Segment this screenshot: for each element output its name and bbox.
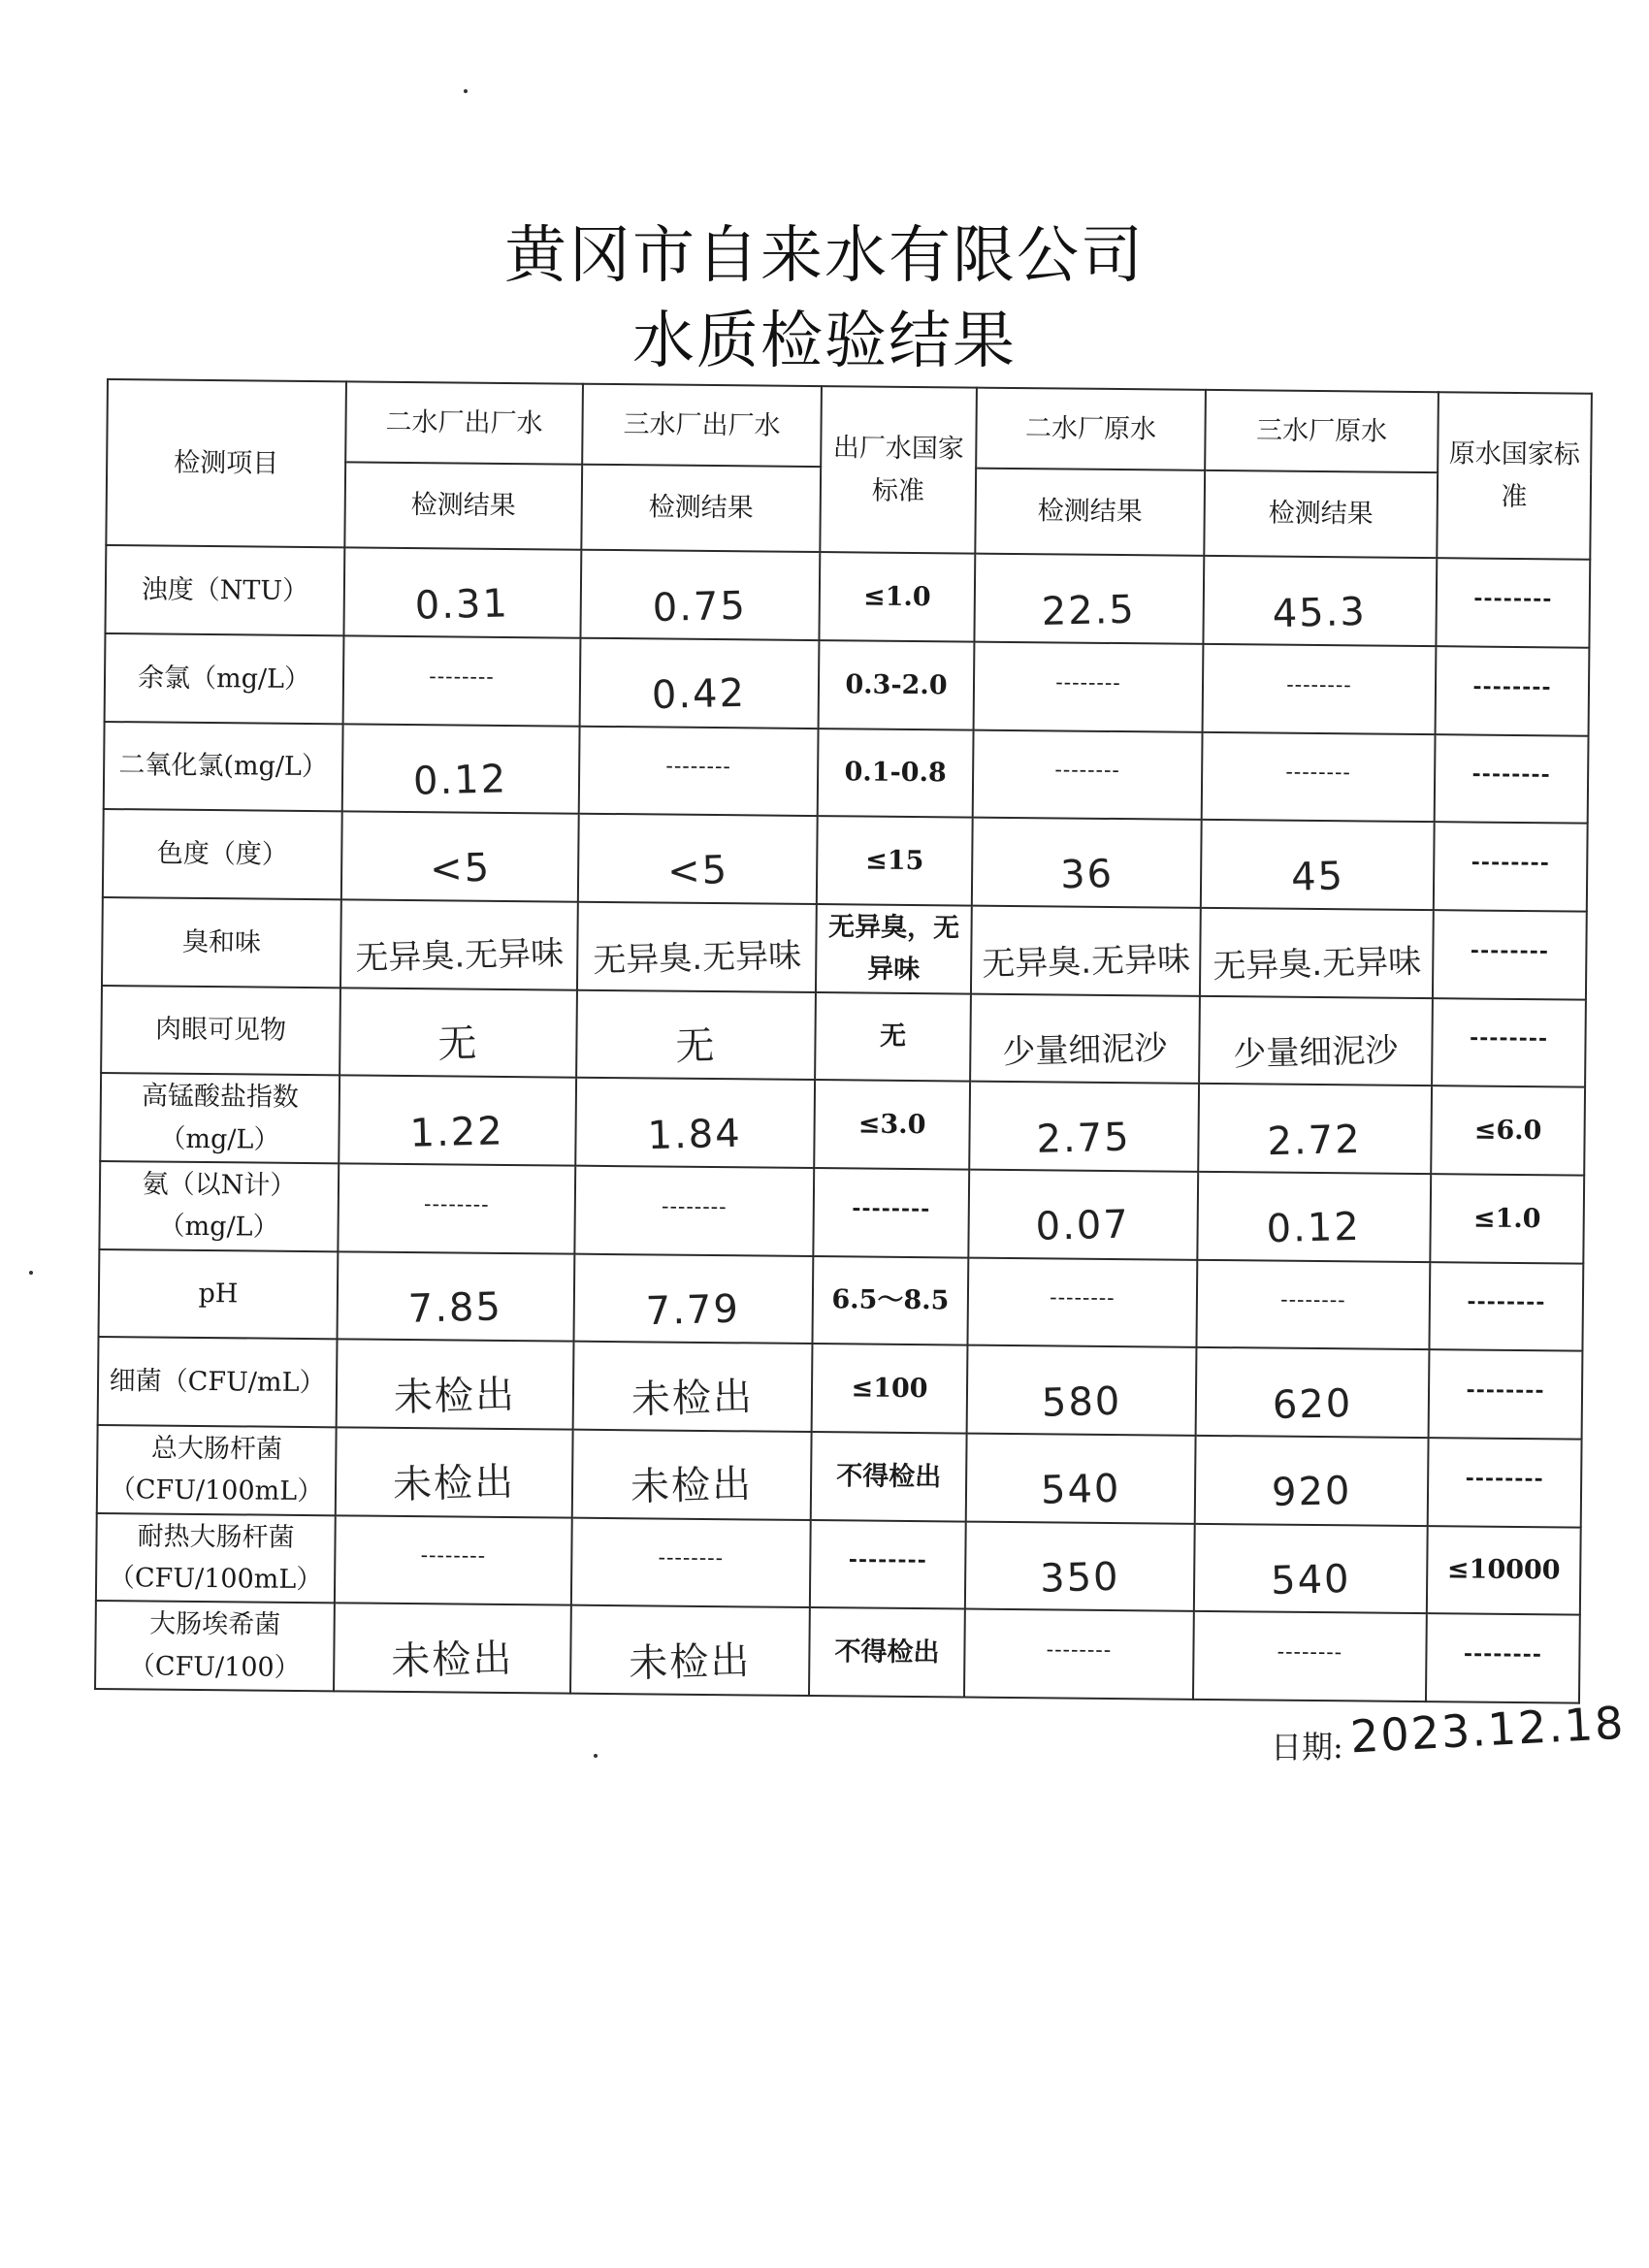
result-plant3-outlet — [580, 638, 820, 729]
result-plant2-raw-text: 无异臭.无异味 — [981, 940, 1191, 985]
document-title: 水质检验结果 — [632, 306, 1017, 377]
outlet-standard — [815, 992, 971, 1082]
raw-standard — [1428, 1438, 1582, 1527]
result-plant3-raw-text: 540 — [1270, 1556, 1351, 1604]
item-name — [101, 986, 340, 1076]
result-plant2-raw-text: -------- — [1046, 1637, 1113, 1664]
result-plant3-outlet — [578, 814, 818, 904]
result-plant2-outlet — [343, 548, 581, 638]
outlet-standard — [813, 1168, 969, 1257]
result-plant2-outlet-text: 无异臭.无异味 — [354, 933, 565, 979]
item-name — [103, 809, 342, 899]
outlet-standard-text: ≤15 — [865, 845, 924, 877]
result-plant3-outlet-text: -------- — [658, 1545, 725, 1571]
result-plant2-outlet — [343, 635, 581, 726]
raw-standard — [1434, 822, 1588, 911]
raw-standard — [1436, 558, 1590, 647]
result-plant3-outlet-text: 1.84 — [647, 1111, 743, 1158]
outlet-standard — [818, 729, 974, 818]
result-plant2-outlet — [341, 812, 579, 902]
result-plant3-raw-text: 无异臭.无异味 — [1212, 942, 1422, 987]
item-name-text: 色度（度） — [156, 838, 288, 870]
item-name-text: 二氧化氯(mg/L） — [118, 750, 329, 783]
outlet-standard-text: 无 — [879, 1021, 907, 1053]
result-plant2-raw-text: 0.07 — [1035, 1202, 1131, 1250]
outlet-standard-text: 0.1-0.8 — [844, 757, 947, 789]
result-plant3-outlet-text: 未检出 — [630, 1462, 754, 1510]
result-plant2-outlet-text: 7.85 — [407, 1284, 503, 1332]
result-plant2-raw — [970, 993, 1200, 1084]
result-plant3-raw-text: -------- — [1286, 672, 1352, 698]
sub-header-result: 检测结果 — [1204, 470, 1438, 558]
table-row — [99, 1161, 1584, 1263]
result-plant2-raw — [965, 1521, 1195, 1611]
item-name-text: 臭和味 — [181, 926, 262, 958]
outlet-standard-text: 0.3-2.0 — [845, 668, 948, 701]
result-plant3-raw — [1201, 820, 1435, 910]
result-plant2-raw — [964, 1609, 1194, 1700]
outlet-standard-text: 不得检出 — [834, 1636, 940, 1669]
result-plant3-outlet — [577, 902, 817, 992]
date-value: 2023.12.18 — [1348, 1696, 1627, 1764]
result-plant2-outlet — [334, 1604, 571, 1694]
raw-standard-text: -------- — [1469, 1024, 1549, 1052]
result-plant3-raw — [1197, 1172, 1431, 1262]
result-plant3-raw-text: 45 — [1290, 853, 1345, 900]
item-name-text: pH — [198, 1279, 239, 1310]
result-plant2-outlet-text: 未检出 — [390, 1636, 514, 1684]
table-row — [101, 986, 1586, 1087]
result-plant3-raw — [1202, 731, 1436, 822]
result-plant3-outlet-text: 无异臭.无异味 — [592, 936, 802, 981]
result-plant3-raw — [1203, 644, 1437, 734]
raw-standard-text: -------- — [1465, 1465, 1544, 1491]
result-plant3-raw — [1196, 1259, 1430, 1349]
result-plant2-outlet-text: -------- — [420, 1543, 487, 1570]
result-plant3-raw — [1194, 1523, 1428, 1613]
result-plant3-raw — [1199, 995, 1433, 1085]
result-plant2-raw — [972, 818, 1202, 908]
result-plant3-outlet-text: 0.75 — [652, 583, 748, 631]
raw-standard — [1431, 1085, 1585, 1175]
result-plant2-outlet — [342, 724, 580, 814]
result-plant2-outlet-text: <5 — [429, 845, 492, 891]
raw-standard-text: ≤6.0 — [1473, 1115, 1542, 1147]
sub-header-result: 检测结果 — [344, 462, 582, 550]
item-name-text: 氨（以N计）（mg/L） — [142, 1169, 297, 1244]
col-raw-standard: 原水国家标准 — [1437, 392, 1592, 560]
item-name-text: 总大肠杆菌（CFU/100mL） — [109, 1433, 324, 1507]
result-plant2-raw-text: 350 — [1039, 1554, 1120, 1602]
outlet-standard — [812, 1256, 968, 1345]
result-plant3-raw — [1196, 1347, 1430, 1438]
header-row-1 — [107, 379, 1592, 473]
result-plant2-raw — [969, 1082, 1199, 1172]
result-plant2-outlet-text: 未检出 — [393, 1372, 517, 1420]
result-plant3-outlet — [576, 989, 816, 1080]
result-plant3-outlet — [579, 726, 819, 816]
outlet-standard-text: 6.5～8.5 — [831, 1284, 950, 1316]
result-plant2-outlet — [340, 988, 577, 1078]
raw-standard — [1430, 1174, 1584, 1263]
result-plant2-outlet — [338, 1163, 575, 1253]
raw-standard — [1435, 734, 1589, 824]
result-plant2-raw — [968, 1170, 1198, 1260]
item-name — [99, 1161, 339, 1251]
item-name — [105, 633, 344, 724]
result-plant2-raw-text: 540 — [1040, 1466, 1121, 1514]
outlet-standard-text: -------- — [852, 1195, 931, 1221]
item-name-text: 细菌（CFU/mL） — [109, 1366, 326, 1399]
result-plant3-raw — [1203, 556, 1437, 646]
result-plant3-raw — [1200, 908, 1434, 998]
col-plant2-raw: 二水厂原水 — [976, 388, 1206, 470]
item-name-text: 大肠埃希菌（CFU/100） — [128, 1608, 301, 1683]
result-plant2-raw-text: 2.75 — [1036, 1115, 1132, 1162]
result-plant2-outlet — [337, 1340, 574, 1430]
raw-standard — [1427, 1526, 1581, 1615]
raw-standard — [1433, 910, 1587, 999]
scan-speck — [29, 1271, 33, 1275]
outlet-standard-text: ≤3.0 — [857, 1109, 926, 1141]
outlet-standard — [809, 1607, 965, 1697]
scan-speck — [594, 1754, 598, 1758]
outlet-standard-text: 无异臭，无异味 — [827, 912, 960, 986]
result-plant2-raw — [971, 906, 1201, 996]
result-plant3-raw-text: -------- — [1280, 1288, 1346, 1313]
table-row — [103, 809, 1588, 911]
raw-standard — [1429, 1262, 1583, 1351]
item-name-text: 耐热大肠杆菌（CFU/100mL） — [108, 1521, 323, 1596]
result-plant2-raw-text: 少量细泥沙 — [1001, 1028, 1168, 1072]
raw-standard — [1429, 1349, 1583, 1439]
raw-standard-text: -------- — [1472, 673, 1552, 699]
item-name — [96, 1513, 336, 1604]
result-plant3-outlet — [574, 1166, 814, 1256]
result-plant2-outlet — [338, 1251, 575, 1342]
result-plant2-outlet — [340, 899, 578, 989]
item-name-text: 浊度（NTU） — [141, 574, 309, 607]
date-label: 日期: — [1271, 1729, 1343, 1766]
result-plant3-outlet — [573, 1342, 813, 1432]
result-plant3-raw-text: 920 — [1271, 1469, 1352, 1516]
company-name: 黄冈市自来水有限公司 — [504, 220, 1145, 292]
item-header: 检测项目 — [106, 379, 346, 548]
result-plant2-outlet-text: 1.22 — [409, 1108, 505, 1156]
result-plant3-outlet-text: -------- — [665, 754, 732, 780]
raw-standard-text: ≤10000 — [1446, 1554, 1561, 1586]
col-plant2-outlet: 二水厂出厂水 — [345, 381, 583, 464]
raw-standard — [1432, 998, 1586, 1087]
table-row — [98, 1337, 1583, 1439]
result-plant3-outlet-text: 未检出 — [628, 1637, 752, 1687]
result-plant2-raw-text: 36 — [1059, 851, 1115, 898]
result-plant3-outlet — [575, 1078, 815, 1168]
item-name — [95, 1601, 335, 1691]
item-name-text: 高锰酸盐指数（mg/L） — [141, 1081, 300, 1155]
raw-standard-text: -------- — [1471, 849, 1550, 876]
result-plant3-raw-text: -------- — [1277, 1639, 1343, 1666]
col-outlet-standard: 出厂水国家标准 — [820, 386, 977, 554]
item-name — [102, 897, 341, 988]
result-plant2-raw-text: -------- — [1054, 758, 1121, 784]
result-plant3-outlet-text: 无 — [674, 1023, 717, 1070]
result-plant2-raw — [973, 729, 1203, 820]
result-plant3-outlet-text: <5 — [666, 847, 729, 894]
item-name — [97, 1425, 337, 1515]
result-plant3-outlet — [572, 1430, 812, 1520]
result-plant3-raw — [1195, 1436, 1429, 1526]
raw-standard — [1436, 646, 1590, 735]
table-row — [104, 722, 1589, 824]
result-plant2-raw — [974, 642, 1204, 732]
table-row — [100, 1073, 1585, 1175]
raw-standard-text: -------- — [1470, 937, 1550, 963]
result-plant2-outlet — [336, 1427, 573, 1517]
table-row — [102, 897, 1587, 999]
result-plant3-outlet-text: -------- — [661, 1194, 728, 1219]
result-plant2-outlet — [335, 1515, 572, 1605]
outlet-standard — [819, 552, 975, 641]
outlet-standard — [812, 1344, 968, 1433]
item-name-text: 余氯（mg/L） — [137, 662, 311, 695]
outlet-standard-text: -------- — [848, 1546, 927, 1573]
result-plant3-outlet — [580, 550, 820, 640]
result-plant3-outlet — [571, 1517, 811, 1607]
raw-standard-text: -------- — [1471, 761, 1551, 788]
outlet-standard-text: ≤1.0 — [862, 581, 931, 613]
col-plant3-outlet: 三水厂出厂水 — [582, 384, 822, 467]
result-plant2-outlet-text: 无 — [436, 1021, 480, 1067]
item-name — [100, 1073, 340, 1163]
item-name — [104, 722, 343, 812]
result-plant2-outlet-text: -------- — [429, 664, 495, 690]
item-name-text: 肉眼可见物 — [154, 1014, 287, 1047]
sub-header-result: 检测结果 — [975, 468, 1205, 556]
raw-standard-text: -------- — [1473, 585, 1553, 612]
outlet-standard — [811, 1432, 967, 1521]
result-plant3-raw-text: 45.3 — [1272, 589, 1368, 636]
table-row — [95, 1601, 1580, 1702]
result-plant2-raw-text: -------- — [1050, 1285, 1116, 1312]
result-plant2-raw — [967, 1257, 1197, 1347]
table-row — [97, 1425, 1582, 1527]
sub-header-result: 检测结果 — [581, 464, 821, 552]
table-row — [105, 633, 1590, 735]
result-plant3-raw-text: 少量细泥沙 — [1232, 1030, 1399, 1074]
result-plant3-outlet-text: 未检出 — [630, 1374, 755, 1423]
result-plant3-outlet-text: 0.42 — [651, 670, 747, 719]
outlet-standard-text: ≤100 — [851, 1373, 928, 1405]
raw-standard-text: -------- — [1466, 1377, 1545, 1404]
table-row — [105, 545, 1590, 647]
col-plant3-raw: 三水厂原水 — [1205, 390, 1439, 472]
raw-standard-text: -------- — [1467, 1288, 1546, 1315]
result-plant3-raw — [1198, 1084, 1432, 1174]
result-plant3-raw-text: 2.72 — [1267, 1117, 1363, 1164]
result-plant2-outlet-text: 0.12 — [412, 757, 509, 804]
result-plant3-raw-text: -------- — [1285, 761, 1352, 786]
result-plant2-raw-text: 22.5 — [1041, 587, 1137, 634]
result-plant3-raw-text: 0.12 — [1266, 1205, 1362, 1252]
item-name — [105, 545, 344, 635]
result-plant2-raw-text: -------- — [1055, 670, 1121, 696]
raw-standard-text: -------- — [1463, 1640, 1543, 1668]
result-plant3-outlet — [570, 1605, 810, 1696]
result-plant3-outlet-text: 7.79 — [645, 1286, 741, 1335]
raw-standard — [1426, 1613, 1580, 1702]
result-plant2-outlet-text: 0.31 — [414, 580, 510, 629]
result-plant2-raw-text: 580 — [1041, 1378, 1122, 1426]
outlet-standard — [819, 640, 975, 729]
result-plant3-raw — [1193, 1611, 1427, 1701]
result-plant2-raw — [966, 1434, 1196, 1524]
outlet-standard — [810, 1520, 966, 1609]
result-plant2-raw — [967, 1345, 1197, 1436]
table-row — [96, 1513, 1581, 1615]
raw-standard-text: ≤1.0 — [1472, 1203, 1541, 1234]
result-plant2-raw — [974, 554, 1204, 644]
result-plant3-outlet — [573, 1253, 813, 1344]
outlet-standard-text: 不得检出 — [836, 1460, 942, 1493]
result-plant2-outlet-text: 未检出 — [392, 1460, 516, 1508]
result-plant2-outlet-text: -------- — [423, 1191, 490, 1217]
item-name — [99, 1249, 339, 1340]
table-row — [99, 1249, 1584, 1351]
item-name — [98, 1337, 338, 1427]
outlet-standard — [817, 816, 973, 905]
water-quality-table — [94, 378, 1593, 1704]
scan-speck — [464, 89, 468, 93]
outlet-standard — [816, 904, 972, 993]
result-plant2-outlet — [339, 1076, 576, 1166]
outlet-standard — [814, 1080, 970, 1169]
result-plant3-raw-text: 620 — [1272, 1380, 1353, 1428]
